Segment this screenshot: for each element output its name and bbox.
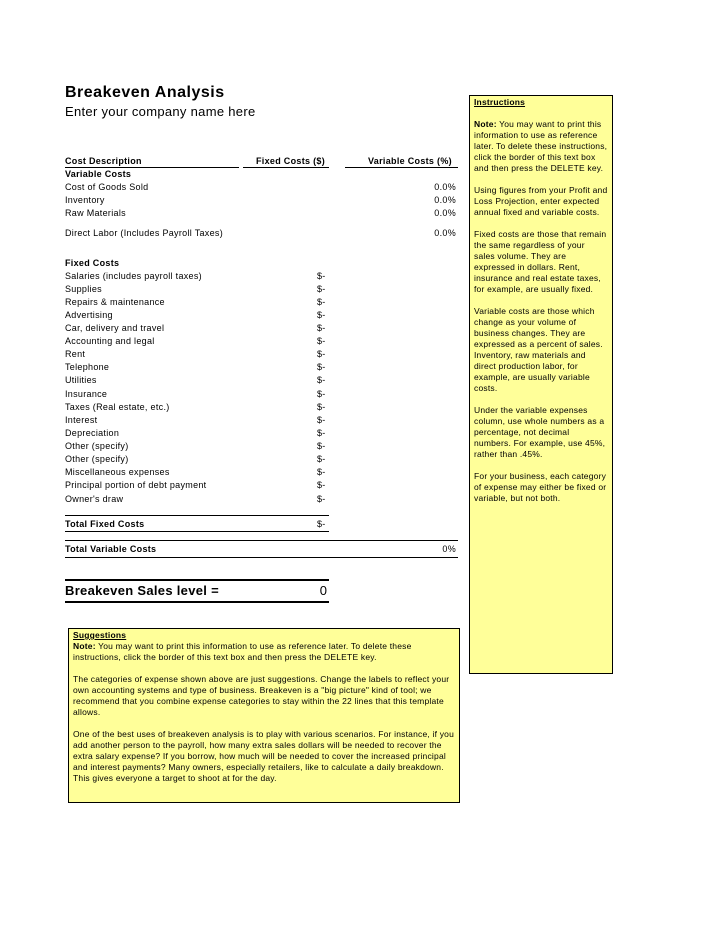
- fixed-cost-cell[interactable]: $-: [317, 428, 326, 438]
- fixed-cost-cell[interactable]: $-: [317, 362, 326, 372]
- total-variable-rule-bottom: [65, 557, 458, 558]
- row-label: Miscellaneous expenses: [65, 467, 170, 477]
- fixed-cost-cell[interactable]: $-: [317, 349, 326, 359]
- instructions-heading: Instructions: [474, 97, 526, 107]
- row-label: Utilities: [65, 375, 97, 385]
- table-row: [65, 479, 458, 492]
- fixed-cost-cell[interactable]: $-: [317, 375, 326, 385]
- suggestions-note-text: You may want to print this information to use as reference later. To delete these instructions, click the border of this text box and then press the DELETE key.: [73, 641, 412, 662]
- fixed-cost-cell[interactable]: $-: [317, 310, 326, 320]
- company-name-field[interactable]: Enter your company name here: [65, 104, 256, 119]
- table-row: [65, 401, 458, 414]
- column-header-variable: Variable Costs (%): [368, 156, 452, 166]
- total-fixed-row: [65, 519, 458, 529]
- fixed-cost-cell[interactable]: $-: [317, 389, 326, 399]
- variable-cost-cell[interactable]: 0.0%: [434, 182, 456, 192]
- breakeven-row: [65, 579, 329, 603]
- total-variable-row: [65, 544, 458, 554]
- instructions-paragraph: Fixed costs are those that remain the same regardless of your sales volume. They are expressed in dollars. Rent, insurance and real estate taxes, for example, are usually fixed.: [474, 229, 607, 294]
- row-label: Raw Materials: [65, 208, 126, 218]
- fixed-cost-cell[interactable]: $-: [317, 415, 326, 425]
- suggestions-note-label: Note:: [73, 641, 96, 651]
- suggestions-paragraph: One of the best uses of breakeven analysis is to play with various scenarios. For instance, if you add another person to the payroll, how many extra sales dollars will be needed to recover the extra salary expense? If you borrow, how much will be needed to cover the increased principal and interest payments? Many owners, especially retailers, like to calculate a daily breakdown. This gives everyone a target to shoot at for the day.: [73, 729, 455, 783]
- row-label: Insurance: [65, 389, 108, 399]
- instructions-paragraph: Under the variable expenses column, use whole numbers as a percentage, not decimal numbers. For example, use 45%, rather than .45%.: [474, 405, 606, 459]
- table-row: [65, 309, 458, 322]
- fixed-cost-cell[interactable]: $-: [317, 284, 326, 294]
- table-row: [65, 322, 458, 335]
- breakeven-value: 0: [319, 583, 327, 598]
- table-row: [65, 374, 458, 387]
- total-variable-value: 0%: [442, 544, 456, 554]
- fixed-cost-cell[interactable]: $-: [317, 494, 326, 504]
- variable-cost-cell[interactable]: 0.0%: [434, 195, 456, 205]
- table-row: [65, 283, 458, 296]
- table-row: [65, 181, 458, 194]
- row-label: Interest: [65, 415, 98, 425]
- instructions-paragraph: Variable costs are those which change as your volume of business changes. They are expressed as a percent of sales. Inventory, raw materials and direct production labor, for example, are usually variable costs.: [474, 306, 603, 393]
- total-fixed-label: Total Fixed Costs: [65, 519, 145, 529]
- instructions-note-label: Note:: [474, 119, 497, 129]
- row-label: Accounting and legal: [65, 336, 155, 346]
- fixed-cost-cell[interactable]: $-: [317, 297, 326, 307]
- row-label: Cost of Goods Sold: [65, 182, 149, 192]
- row-label: Telephone: [65, 362, 110, 372]
- row-label: Supplies: [65, 284, 102, 294]
- fixed-cost-cell[interactable]: $-: [317, 271, 326, 281]
- total-variable-label: Total Variable Costs: [65, 544, 157, 554]
- row-label: Car, delivery and travel: [65, 323, 165, 333]
- table-row: [65, 388, 458, 401]
- table-row: [65, 296, 458, 309]
- table-row: [65, 207, 458, 220]
- fixed-cost-cell[interactable]: $-: [317, 402, 326, 412]
- row-label: Depreciation: [65, 428, 120, 438]
- row-label: Rent: [65, 349, 86, 359]
- total-fixed-rule-bottom: [65, 531, 329, 532]
- row-label: Taxes (Real estate, etc.): [65, 402, 170, 412]
- instructions-text-box[interactable]: [469, 95, 613, 674]
- fixed-cost-cell[interactable]: $-: [317, 480, 326, 490]
- table-row: [65, 466, 458, 479]
- total-fixed-value: $-: [317, 519, 326, 529]
- fixed-cost-cell[interactable]: $-: [317, 323, 326, 333]
- column-header-description: Cost Description: [65, 156, 142, 166]
- table-row: [65, 361, 458, 374]
- header-underline-fixed: [243, 167, 329, 168]
- fixed-cost-cell[interactable]: $-: [317, 441, 326, 451]
- table-row: [65, 427, 458, 440]
- header-underline-variable: [345, 167, 458, 168]
- column-header-fixed: Fixed Costs ($): [256, 156, 326, 166]
- row-label: Owner's draw: [65, 494, 124, 504]
- table-row: [65, 335, 458, 348]
- table-row: [65, 453, 458, 466]
- row-label: Salaries (includes payroll taxes): [65, 271, 202, 281]
- breakeven-label: Breakeven Sales level =: [65, 583, 219, 598]
- suggestions-text-box[interactable]: [68, 628, 460, 803]
- header-underline-description: [65, 167, 239, 168]
- variable-costs-heading: Variable Costs: [65, 169, 132, 179]
- total-variable-rule-top: [65, 540, 458, 541]
- table-row: [65, 270, 458, 283]
- instructions-note-text: You may want to print this information to use as reference later. To delete these instructions, click the border of this text box and then press the DELETE key.: [474, 119, 608, 173]
- table-row: [65, 227, 458, 240]
- table-row: [65, 194, 458, 207]
- table-row: [65, 493, 458, 506]
- table-row: [65, 348, 458, 361]
- row-label: Advertising: [65, 310, 113, 320]
- table-row: [65, 414, 458, 427]
- fixed-cost-cell[interactable]: $-: [317, 336, 326, 346]
- row-label: Principal portion of debt payment: [65, 480, 207, 490]
- page-title: Breakeven Analysis: [65, 84, 225, 101]
- row-label: Other (specify): [65, 441, 129, 451]
- table-row: [65, 440, 458, 453]
- instructions-paragraph: Using figures from your Profit and Loss Projection, enter expected annual fixed and variable costs.: [474, 185, 608, 217]
- fixed-cost-cell[interactable]: $-: [317, 467, 326, 477]
- row-label: Inventory: [65, 195, 105, 205]
- fixed-cost-cell[interactable]: $-: [317, 454, 326, 464]
- suggestions-heading: Suggestions: [73, 630, 127, 640]
- variable-cost-cell[interactable]: 0.0%: [434, 208, 456, 218]
- instructions-paragraph: For your business, each category of expense may either be fixed or variable, but not both.: [474, 471, 607, 503]
- fixed-costs-heading: Fixed Costs: [65, 258, 120, 268]
- row-label: Other (specify): [65, 454, 129, 464]
- row-label: Repairs & maintenance: [65, 297, 165, 307]
- suggestions-paragraph: The categories of expense shown above are just suggestions. Change the labels to reflect your own accounting systems and type of business. Breakeven is a "big picture" kind of tool; we recommend that you combine expense categories to stay within the 22 lines that this template allows.: [73, 674, 450, 717]
- variable-cost-cell[interactable]: 0.0%: [434, 228, 456, 238]
- row-label: Direct Labor (Includes Payroll Taxes): [65, 228, 223, 238]
- total-fixed-rule-top: [65, 515, 329, 516]
